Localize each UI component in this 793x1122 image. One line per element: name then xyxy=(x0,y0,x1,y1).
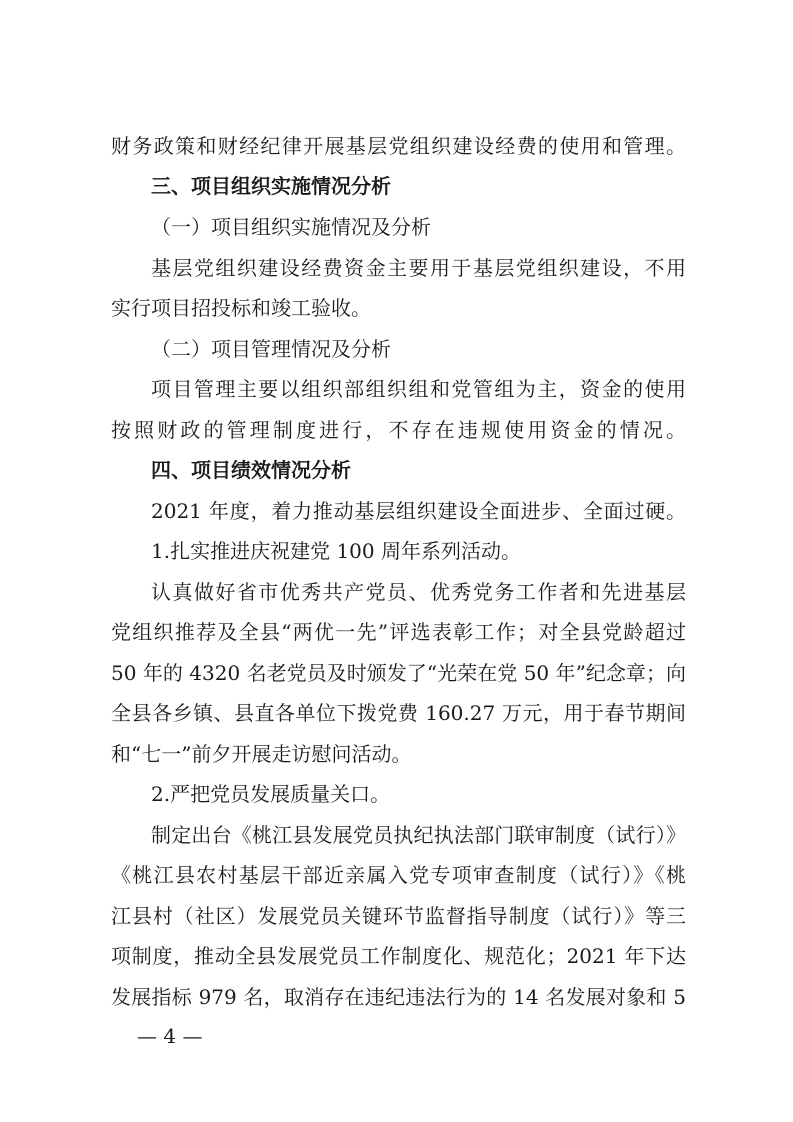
body-line: 发展指标 979 名，取消存在违纪违法行为的 14 名发展对象和 5 xyxy=(111,985,686,1009)
page-number: — 4 — xyxy=(137,1024,203,1048)
item-heading: 1.扎实推进庆祝建党 100 周年系列活动。 xyxy=(151,539,521,563)
body-line: 按照财政的管理制度进行，不存在违规使用资金的情况。 xyxy=(111,418,686,442)
body-line: 认真做好省市优秀共产党员、优秀党务工作者和先进基层 xyxy=(151,580,686,604)
body-line: 基层党组织建设经费资金主要用于基层党组织建设，不用 xyxy=(151,256,686,280)
item-heading: 2.严把党员发展质量关口。 xyxy=(151,782,391,806)
body-line: 江县村（社区）发展党员关键环节监督指导制度（试行）》等三 xyxy=(111,904,686,928)
body-line: 50 年的 4320 名老党员及时颁发了“光荣在党 50 年”纪念章；向 xyxy=(111,661,686,685)
body-line: 和“七一”前夕开展走访慰问活动。 xyxy=(111,742,412,766)
body-line: 制定出台《桃江县发展党员执纪执法部门联审制度（试行）》 xyxy=(151,823,686,847)
body-line: 项制度，推动全县发展党员工作制度化、规范化；2021 年下达 xyxy=(111,944,686,968)
body-line: 党组织推荐及全县“两优一先”评选表彰工作；对全县党龄超过 xyxy=(111,620,686,644)
body-line: 《桃江县农村基层干部近亲属入党专项审查制度（试行）》《桃 xyxy=(111,863,686,887)
section-heading: 三、项目组织实施情况分析 xyxy=(151,174,391,198)
body-line: 财务政策和财经纪律开展基层党组织建设经费的使用和管理。 xyxy=(111,134,686,158)
body-line: 项目管理主要以组织部组织组和党管组为主，资金的使用 xyxy=(151,377,686,401)
body-line: 2021 年度，着力推动基层组织建设全面进步、全面过硬。 xyxy=(151,499,686,523)
subsection-heading: （一）项目组织实施情况及分析 xyxy=(151,215,431,239)
body-line: 全县各乡镇、县直各单位下拨党费 160.27 万元，用于春节期间 xyxy=(111,701,686,725)
subsection-heading: （二）项目管理情况及分析 xyxy=(151,337,391,361)
body-line: 实行项目招投标和竣工验收。 xyxy=(111,296,371,320)
section-heading: 四、项目绩效情况分析 xyxy=(151,458,351,482)
